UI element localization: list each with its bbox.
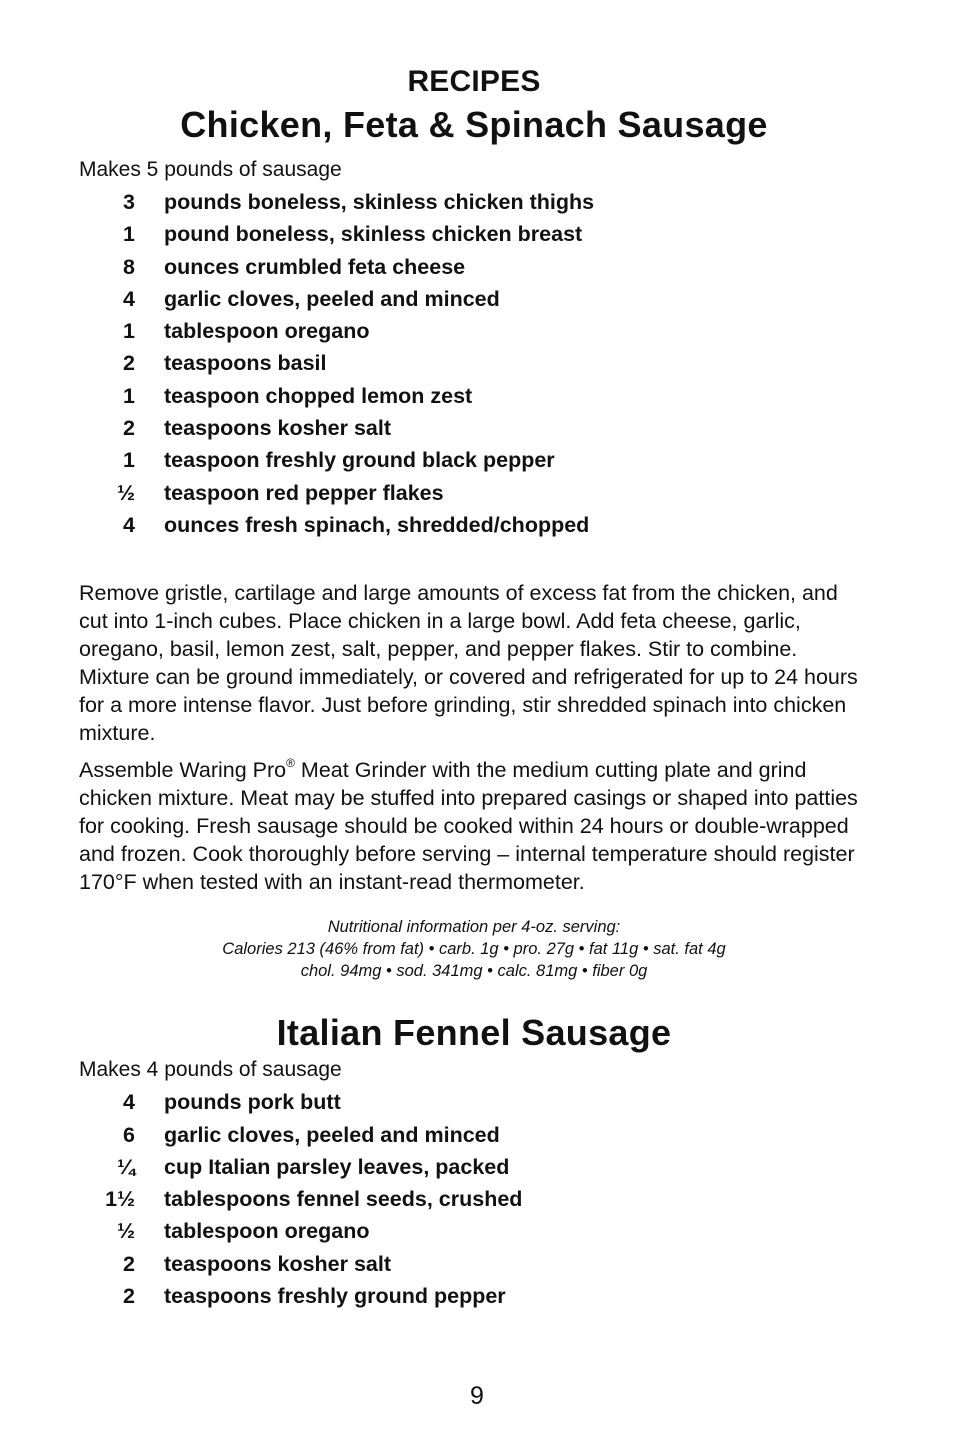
section-label: RECIPES xyxy=(407,65,541,98)
ingredient-quantity: ½ xyxy=(117,1219,135,1244)
ingredient-name: teaspoon chopped lemon zest xyxy=(164,383,473,408)
nutrition-info xyxy=(79,916,869,982)
ingredient-row xyxy=(79,186,869,218)
ingredient-name: garlic cloves, peeled and minced xyxy=(164,286,500,311)
ingredient-name: pounds boneless, skinless chicken thighs xyxy=(164,190,595,214)
ingredient-name: cup Italian parsley leaves, packed xyxy=(164,1154,510,1179)
ingredient-quantity: 2 xyxy=(123,416,135,441)
ingredient-quantity: 6 xyxy=(123,1122,135,1147)
recipe-yield: Makes 4 pounds of sausage xyxy=(79,1058,342,1082)
ingredient-row xyxy=(79,380,869,412)
ingredient-row xyxy=(79,283,869,315)
ingredient-quantity: 1 xyxy=(123,222,135,247)
ingredient-quantity: 4 xyxy=(123,512,135,537)
ingredient-row xyxy=(79,1086,869,1118)
directions-text: Meat Grinder with the medium cutting plate and grind chicken mixture. Meat may be stuffed into prepared casings or shaped into patties for cooking. Fresh sausage should be cooked within 24 hours or double-wrapped and frozen. Cook thoroughly before serving – internal temperature should register 170°F when tested with an instant-read thermometer. xyxy=(79,758,858,895)
ingredient-quantity: ¼ xyxy=(117,1154,135,1179)
ingredient-row xyxy=(79,1183,869,1215)
ingredient-row xyxy=(79,1248,869,1280)
ingredient-list xyxy=(79,1086,869,1312)
nutrition-line: Calories 213 (46% from fat) • carb. 1g • pro. 27g • fat 11g • sat. fat 4g xyxy=(222,940,726,959)
directions-text: Assemble Waring Pro xyxy=(79,758,287,783)
ingredient-name: teaspoons basil xyxy=(164,351,327,376)
recipe-title-italian-fennel: Italian Fennel Sausage xyxy=(276,1012,672,1054)
ingredient-row xyxy=(79,412,869,444)
ingredient-name: teaspoon red pepper flakes xyxy=(164,480,444,505)
registered-mark: ® xyxy=(286,756,295,771)
ingredient-quantity: 8 xyxy=(123,254,135,279)
ingredient-list xyxy=(79,186,869,541)
ingredient-quantity: 4 xyxy=(123,1090,135,1115)
ingredient-name: teaspoons freshly ground pepper xyxy=(164,1284,506,1309)
ingredient-row xyxy=(79,1119,869,1151)
ingredient-quantity: 2 xyxy=(123,351,135,376)
ingredient-quantity: ½ xyxy=(117,480,135,505)
ingredient-row xyxy=(79,1151,869,1183)
ingredient-row xyxy=(79,444,869,476)
ingredient-row xyxy=(79,509,869,541)
ingredient-quantity: 4 xyxy=(123,286,135,311)
ingredient-name: tablespoon oregano xyxy=(164,1219,370,1244)
directions-paragraph xyxy=(79,756,869,896)
ingredient-name: ounces crumbled feta cheese xyxy=(164,254,466,279)
ingredient-name: pound boneless, skinless chicken breast xyxy=(164,222,583,247)
ingredient-name: tablespoons fennel seeds, crushed xyxy=(164,1187,523,1212)
nutrition-heading: Nutritional information per 4-oz. serving: xyxy=(327,918,621,937)
ingredient-row xyxy=(79,315,869,347)
ingredient-quantity: 1 xyxy=(123,448,135,473)
ingredient-row xyxy=(79,218,869,250)
ingredient-row xyxy=(79,251,869,283)
ingredient-quantity: 1 xyxy=(123,383,135,408)
directions-paragraph: Remove gristle, cartilage and large amounts of excess fat from the chicken, and cut into 1-inch cubes. Place chicken in a large bowl. Add feta cheese, garlic, oregano, basil, lemon zest, salt, pepper, and pepper flakes. Stir to combine. Mixture can be ground immediately, or covered and refrigerated for up to 24 hours for a more intense flavor. Just before grinding, stir shredded spinach into chicken mixture. xyxy=(79,581,858,746)
ingredient-name: ounces fresh spinach, shredded/chopped xyxy=(164,512,590,537)
ingredient-quantity: 1 xyxy=(123,319,135,344)
ingredient-name: tablespoon oregano xyxy=(164,319,370,344)
nutrition-line: chol. 94mg • sod. 341mg • calc. 81mg • fiber 0g xyxy=(300,962,648,981)
ingredient-row xyxy=(79,347,869,379)
recipe-yield: Makes 5 pounds of sausage xyxy=(79,158,342,181)
recipe-page xyxy=(79,62,869,1312)
ingredient-quantity: 3 xyxy=(123,190,135,214)
ingredient-name: garlic cloves, peeled and minced xyxy=(164,1122,500,1147)
recipe-title-chicken-feta-spinach: Chicken, Feta & Spinach Sausage xyxy=(180,104,768,145)
ingredient-name: teaspoon freshly ground black pepper xyxy=(164,448,555,473)
ingredient-row xyxy=(79,477,869,509)
ingredient-quantity: 2 xyxy=(123,1284,135,1309)
page-number: 9 xyxy=(470,1382,484,1410)
ingredient-quantity: 1½ xyxy=(105,1187,135,1212)
ingredient-row xyxy=(79,1215,869,1247)
ingredient-row xyxy=(79,1280,869,1312)
ingredient-name: pounds pork butt xyxy=(164,1090,341,1115)
ingredient-name: teaspoons kosher salt xyxy=(164,416,392,441)
ingredient-name: teaspoons kosher salt xyxy=(164,1251,392,1276)
ingredient-quantity: 2 xyxy=(123,1251,135,1276)
